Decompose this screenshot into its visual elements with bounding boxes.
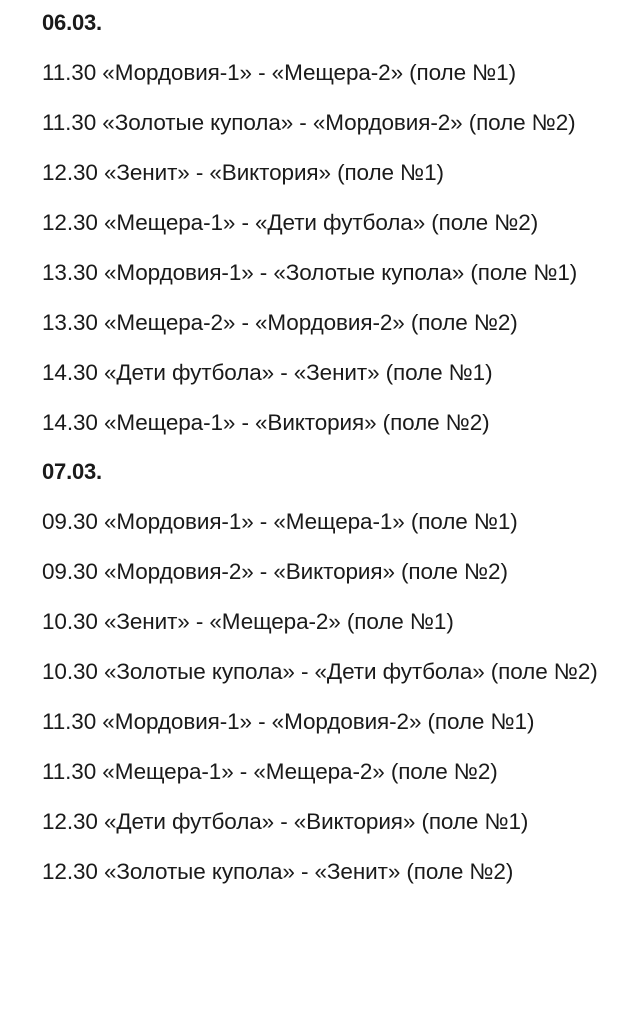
match-line: 12.30 «Золотые купола» - «Зенит» (поле №2) [42, 859, 514, 884]
match-line: 09.30 «Мордовия-1» - «Мещера-1» (поле №1) [42, 509, 518, 534]
match-line: 12.30 «Дети футбола» - «Виктория» (поле №1) [42, 809, 529, 834]
match-line: 14.30 «Мещера-1» - «Виктория» (поле №2) [42, 410, 490, 435]
match-line: 14.30 «Дети футбола» - «Зенит» (поле №1) [42, 360, 493, 385]
match-line: 13.30 «Мещера-2» - «Мордовия-2» (поле №2) [42, 310, 518, 335]
match-line: 11.30 «Мордовия-1» - «Мещера-2» (поле №1) [42, 60, 516, 85]
match-line: 11.30 «Мордовия-1» - «Мордовия-2» (поле №1) [42, 709, 535, 734]
match-line: 12.30 «Зенит» - «Виктория» (поле №1) [42, 160, 444, 185]
match-line: 11.30 «Мещера-1» - «Мещера-2» (поле №2) [42, 759, 498, 784]
match-line: 10.30 «Золотые купола» - «Дети футбола» (поле №2) [42, 659, 598, 684]
day-date: 07.03. [42, 459, 102, 484]
day-section [42, 459, 622, 888]
schedule-document [42, 0, 622, 905]
match-line: 11.30 «Золотые купола» - «Мордовия-2» (поле №2) [42, 110, 576, 135]
match-line: 12.30 «Мещера-1» - «Дети футбола» (поле №2) [42, 210, 539, 235]
match-line: 09.30 «Мордовия-2» - «Виктория» (поле №2) [42, 559, 508, 584]
match-line: 13.30 «Мордовия-1» - «Золотые купола» (поле №1) [42, 260, 578, 285]
day-section [42, 10, 622, 439]
day-date: 06.03. [42, 10, 102, 35]
match-line: 10.30 «Зенит» - «Мещера-2» (поле №1) [42, 609, 454, 634]
